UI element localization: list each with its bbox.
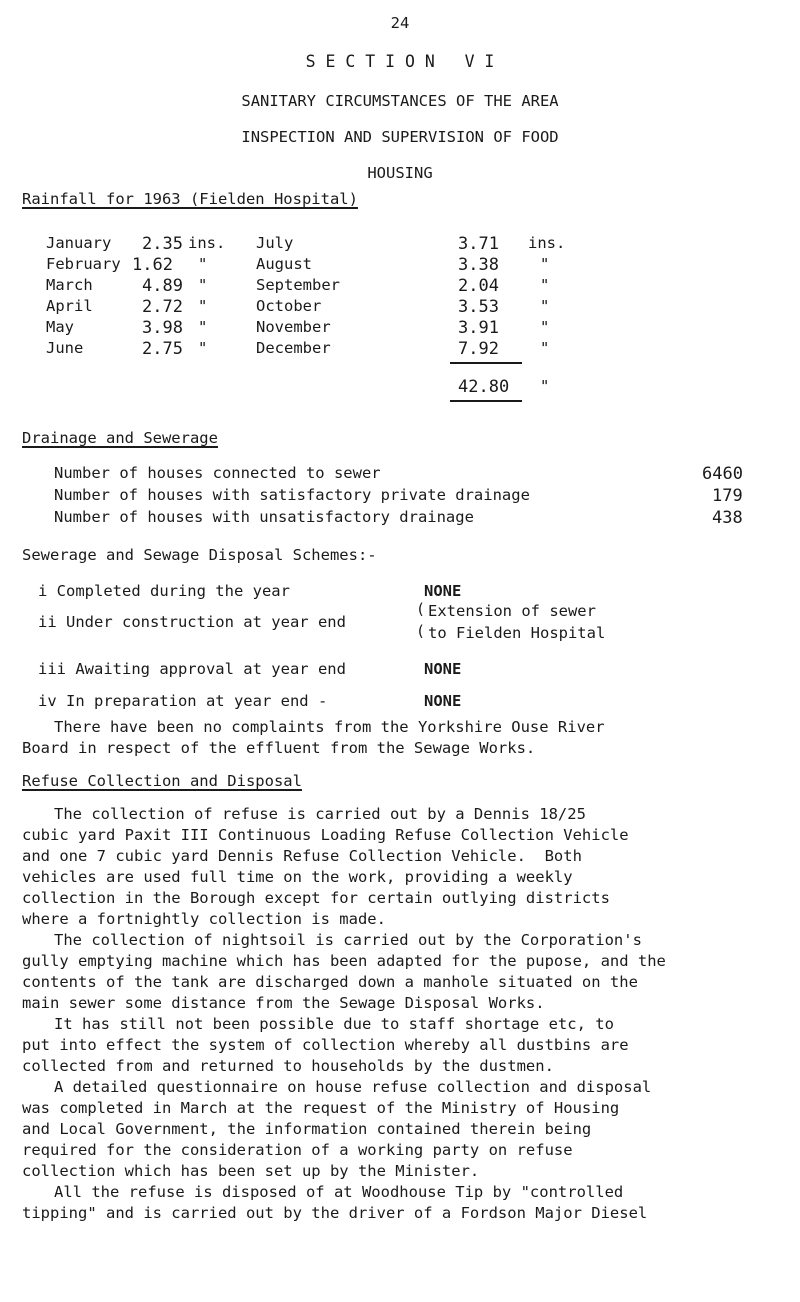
brace-glyph: ( <box>416 622 426 640</box>
heading-housing: HOUSING <box>367 164 433 182</box>
scheme-value-line2: to Fielden Hospital <box>428 624 606 642</box>
drainage-label: Number of houses with unsatisfactory drainage <box>54 508 474 526</box>
refuse-line: All the refuse is disposed of at Woodhouse Tip by "controlled <box>54 1183 624 1201</box>
month-label: June <box>46 339 84 357</box>
brace-glyph: ( <box>416 600 426 618</box>
scheme-value: NONE <box>424 582 462 600</box>
drainage-label: Number of houses with satisfactory private drainage <box>54 486 530 504</box>
scheme-value: NONE <box>424 692 462 710</box>
month-label: May <box>46 318 74 336</box>
rain-unit: " <box>540 297 550 315</box>
rain-value: 3.38 <box>458 255 499 275</box>
rain-value: 3.98 <box>142 318 183 338</box>
rain-value: 2.75 <box>142 339 183 359</box>
month-label: January <box>46 234 112 252</box>
schemes-title: Sewerage and Sewage Disposal Schemes:- <box>22 546 377 564</box>
rainfall-title: Rainfall for 1963 (Fielden Hospital) <box>22 190 358 208</box>
month-label: November <box>256 318 331 336</box>
rain-value: 2.04 <box>458 276 499 296</box>
refuse-line: gully emptying machine which has been adapted for the pupose, and the <box>22 952 666 970</box>
section-heading: S E C T I O N V I <box>305 52 495 71</box>
refuse-line: collection which has been set up by the Minister. <box>22 1162 480 1180</box>
month-label: July <box>256 234 294 252</box>
rain-unit: " <box>540 339 550 357</box>
rain-value: 1.62 <box>132 255 173 275</box>
rain-unit: " <box>198 339 208 357</box>
month-label: September <box>256 276 340 294</box>
refuse-line: main sewer some distance from the Sewage Disposal Works. <box>22 994 545 1012</box>
refuse-line: put into effect the system of collection whereby all dustbins are <box>22 1036 629 1054</box>
rain-unit: " <box>540 276 550 294</box>
rainfall-total: 42.80 <box>458 377 510 397</box>
rain-unit: " <box>198 318 208 336</box>
total-rule-bottom <box>450 400 522 402</box>
month-label: March <box>46 276 93 294</box>
heading-inspection: INSPECTION AND SUPERVISION OF FOOD <box>241 128 559 146</box>
rain-unit: ins. <box>188 234 226 252</box>
drainage-value: 179 <box>712 486 743 506</box>
refuse-line: where a fortnightly collection is made. <box>22 910 386 928</box>
refuse-line: The collection of refuse is carried out by a Dennis 18/25 <box>54 805 586 823</box>
refuse-line: and one 7 cubic yard Dennis Refuse Collection Vehicle. Both <box>22 847 582 865</box>
drainage-value: 438 <box>712 508 743 528</box>
month-label: October <box>256 297 322 315</box>
refuse-line: was completed in March at the request of the Ministry of Housing <box>22 1099 620 1117</box>
rain-value: 3.71 <box>458 234 499 254</box>
month-label: August <box>256 255 312 273</box>
rain-value: 3.91 <box>458 318 499 338</box>
rain-unit: " <box>540 255 550 273</box>
scheme-label: i Completed during the year <box>38 582 290 600</box>
scheme-value-line1: Extension of sewer <box>428 602 596 620</box>
refuse-line: tipping" and is carried out by the driver of a Fordson Major Diesel <box>22 1204 648 1222</box>
drainage-label: Number of houses connected to sewer <box>54 464 381 482</box>
rain-unit: " <box>198 297 208 315</box>
complaints-line1: There have been no complaints from the Yorkshire Ouse River <box>54 718 605 736</box>
rain-value: 2.72 <box>142 297 183 317</box>
heading-sanitary: SANITARY CIRCUMSTANCES OF THE AREA <box>241 92 559 110</box>
complaints-line2: Board in respect of the effluent from the Sewage Works. <box>22 739 536 757</box>
total-rule-top <box>450 362 522 364</box>
refuse-line: A detailed questionnaire on house refuse collection and disposal <box>54 1078 652 1096</box>
rain-value: 4.89 <box>142 276 183 296</box>
month-label: December <box>256 339 331 357</box>
scheme-label: iv In preparation at year end - <box>38 692 328 710</box>
scheme-label: iii Awaiting approval at year end <box>38 660 346 678</box>
rain-unit: " <box>540 318 550 336</box>
refuse-line: and Local Government, the information contained therein being <box>22 1120 592 1138</box>
rain-unit: " <box>198 276 208 294</box>
rain-value: 2.35 <box>142 234 183 254</box>
rain-unit: ins. <box>528 234 566 252</box>
scheme-value: NONE <box>424 660 462 678</box>
month-label: April <box>46 297 93 315</box>
refuse-title: Refuse Collection and Disposal <box>22 772 302 790</box>
rain-value: 3.53 <box>458 297 499 317</box>
refuse-line: The collection of nightsoil is carried out by the Corporation's <box>54 931 642 949</box>
scheme-label: ii Under construction at year end <box>38 613 346 631</box>
month-label: February <box>46 255 121 273</box>
refuse-line: contents of the tank are discharged down a manhole situated on the <box>22 973 638 991</box>
page-number: 24 <box>390 14 410 32</box>
rainfall-total-unit: " <box>540 377 550 395</box>
rain-unit: " <box>198 255 208 273</box>
refuse-line: collected from and returned to households by the dustmen. <box>22 1057 554 1075</box>
refuse-line: required for the consideration of a working party on refuse <box>22 1141 573 1159</box>
rain-value: 7.92 <box>458 339 499 359</box>
refuse-line: vehicles are used full time on the work, providing a weekly <box>22 868 573 886</box>
refuse-line: It has still not been possible due to staff shortage etc, to <box>54 1015 614 1033</box>
refuse-line: cubic yard Paxit III Continuous Loading Refuse Collection Vehicle <box>22 826 629 844</box>
refuse-line: collection in the Borough except for certain outlying districts <box>22 889 610 907</box>
drainage-title: Drainage and Sewerage <box>22 429 218 447</box>
drainage-value: 6460 <box>702 464 743 484</box>
